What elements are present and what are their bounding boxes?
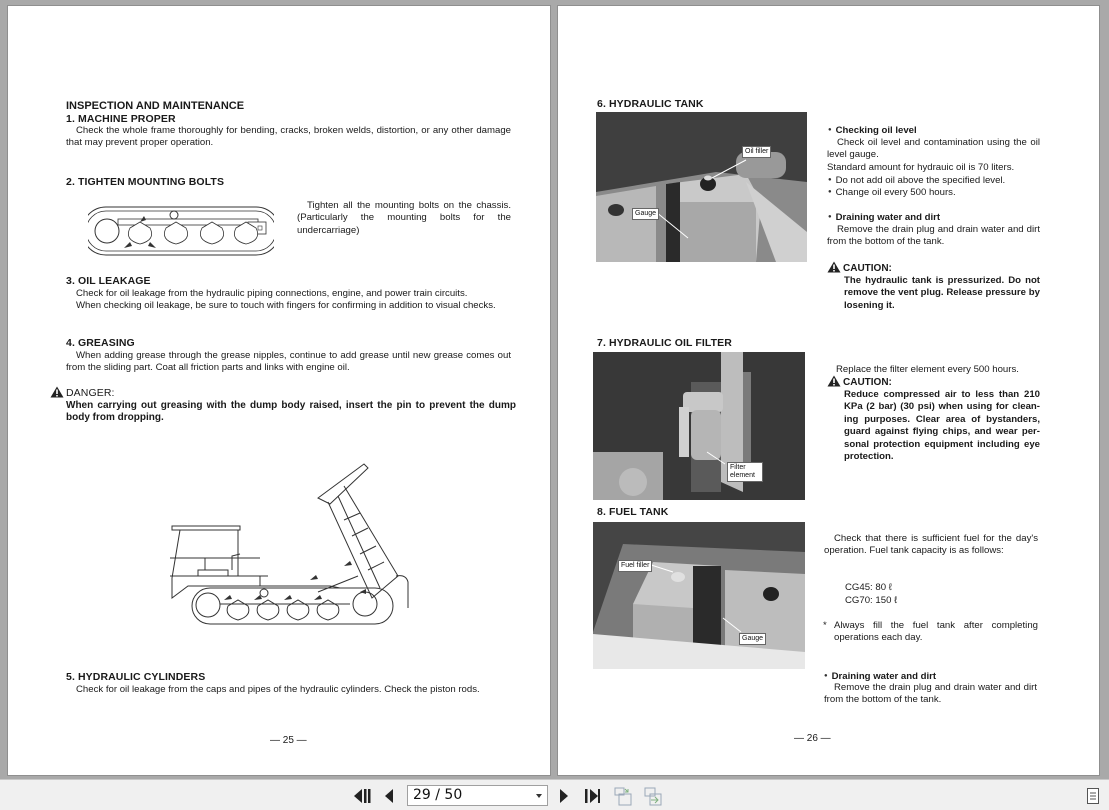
page-number-26: — 26 — bbox=[794, 733, 831, 744]
next-page-button[interactable] bbox=[555, 786, 573, 806]
fuel-note-text: Always fill the fuel tank after completing operations each day. bbox=[834, 620, 1038, 644]
draining-heading-tank: ● Draining water and dirt bbox=[828, 211, 940, 224]
dump-carrier-diagram bbox=[160, 458, 410, 628]
page-26 bbox=[558, 6, 1099, 775]
warning-triangle-icon bbox=[827, 375, 841, 387]
next-page-icon bbox=[557, 787, 571, 805]
fuel-tank-text: Check that there is sufficient fuel for the day's operation. Fuel tank capacity is as follows: bbox=[824, 533, 1038, 557]
capacity-cg45: CG45: 80 ℓ bbox=[845, 582, 892, 593]
heading-mounting-bolts: 2. TIGHTEN MOUNTING BOLTS bbox=[66, 176, 225, 188]
caution-label-row-2 bbox=[827, 375, 892, 388]
checking-oil-heading: ● Checking oil level bbox=[828, 124, 917, 137]
heading-fuel-tank: 8. FUEL TANK bbox=[597, 506, 669, 518]
caution-label-row-1 bbox=[827, 261, 892, 274]
fit-page-button[interactable] bbox=[612, 786, 634, 806]
text-greasing: When adding grease through the grease nipples, continue to add grease until new grease comes out from the sliding part. Coat all friction parts and links with engine oil. bbox=[66, 350, 511, 374]
danger-text: When carrying out greasing with the dump body raised, insert the pin to prevent the dump body from dropping. bbox=[66, 400, 516, 424]
page-indicator: 29 / 50 bbox=[413, 787, 463, 803]
danger-label-row bbox=[50, 386, 115, 399]
page-25 bbox=[8, 6, 550, 775]
capacity-cg70: CG70: 150 ℓ bbox=[845, 595, 898, 606]
page-number-select[interactable] bbox=[407, 785, 548, 806]
text-oil-leakage-2: When checking oil leakage, be sure to touch with fingers for confirming in addition to visual checks. bbox=[76, 300, 496, 311]
caution-text-1: The hydraulic tank is pressurized. Do not remove the vent plug. Release pressure by losening it. bbox=[844, 275, 1040, 311]
warning-triangle-icon bbox=[827, 261, 841, 273]
callout-filter-element: Filter element bbox=[727, 462, 763, 482]
draining-text-fuel: Remove the drain plug and drain water and dirt from the bottom of the tank. bbox=[824, 682, 1037, 706]
note-asterisk: * bbox=[823, 620, 827, 631]
prev-page-icon bbox=[382, 787, 396, 805]
oil-filter-photo bbox=[593, 352, 805, 500]
draining-heading-fuel: ● Draining water and dirt bbox=[824, 670, 936, 683]
fit-page-icon bbox=[613, 786, 633, 806]
draining-text-tank: Remove the drain plug and drain water and dirt from the bottom of the tank. bbox=[827, 224, 1040, 248]
replace-filter-text: Replace the filter element every 500 hours. bbox=[836, 364, 1019, 375]
fuel-tank-photo bbox=[593, 522, 805, 669]
heading-hydraulic-cylinders: 5. HYDRAULIC CYLINDERS bbox=[66, 671, 206, 683]
callout-oil-filler: Oil filler bbox=[742, 146, 771, 158]
heading-machine-proper: 1. MACHINE PROPER bbox=[66, 113, 176, 125]
heading-oil-leakage: 3. OIL LEAKAGE bbox=[66, 275, 151, 287]
checking-oil-text: Check oil level and contamination using the oil level gauge. bbox=[827, 137, 1040, 161]
bullet-do-not-add: ● Do not add oil above the specified level. bbox=[828, 174, 1005, 187]
fit-width-icon bbox=[643, 786, 663, 806]
text-mounting-bolts: Tighten all the mounting bolts on the chassis. (Particularly the mounting bolts for the undercarriage) bbox=[297, 200, 511, 236]
caution-label-1: CAUTION: bbox=[843, 263, 892, 274]
fit-width-button[interactable] bbox=[642, 786, 664, 806]
caution-text-2: Reduce compressed air to less than 210 KPa (2 bar) (30 psi) when using for clean-ing purposes. Clear area of bystanders, guard against flying chips, and wear per-sonal protection equipment including eye protection. bbox=[844, 389, 1040, 463]
last-page-icon bbox=[584, 787, 602, 805]
section-title: INSPECTION AND MAINTENANCE bbox=[66, 100, 245, 112]
callout-fuel-gauge: Gauge bbox=[739, 633, 766, 645]
previous-page-button[interactable] bbox=[380, 786, 398, 806]
last-page-button[interactable] bbox=[582, 786, 604, 806]
hydraulic-tank-photo bbox=[596, 112, 807, 262]
text-oil-leakage-1: Check for oil leakage from the hydraulic piping connections, engine, and power train circuits. bbox=[76, 288, 468, 299]
heading-hydraulic-tank: 6. HYDRAULIC TANK bbox=[597, 98, 704, 110]
document-properties-button[interactable] bbox=[1084, 786, 1102, 806]
chevron-down-icon bbox=[536, 794, 542, 798]
heading-greasing: 4. GREASING bbox=[66, 337, 135, 349]
caution-label-2: CAUTION: bbox=[843, 377, 892, 388]
text-machine-proper: Check the whole frame thoroughly for bending, cracks, broken welds, distortion, or any other damage that may prevent proper operation. bbox=[66, 125, 511, 149]
undercarriage-diagram bbox=[88, 204, 274, 259]
page-number-25: — 25 — bbox=[270, 735, 307, 746]
first-page-button[interactable] bbox=[352, 786, 372, 806]
navigation-toolbar bbox=[0, 779, 1109, 810]
callout-fuel-filler: Fuel filler bbox=[618, 560, 652, 572]
danger-label: DANGER: bbox=[66, 387, 115, 399]
text-hydraulic-cylinders: Check for oil leakage from the caps and pipes of the hydraulic cylinders. Check the piston rods. bbox=[76, 684, 480, 695]
first-page-icon bbox=[353, 787, 371, 805]
warning-triangle-icon bbox=[50, 386, 64, 398]
document-properties-icon bbox=[1086, 787, 1100, 805]
standard-amount-text: Standard amount for hydrauic oil is 70 liters. bbox=[827, 162, 1015, 173]
callout-gauge: Gauge bbox=[632, 208, 659, 220]
heading-hydraulic-oil-filter: 7. HYDRAULIC OIL FILTER bbox=[597, 337, 732, 349]
bullet-change-oil: ● Change oil every 500 hours. bbox=[828, 186, 956, 199]
